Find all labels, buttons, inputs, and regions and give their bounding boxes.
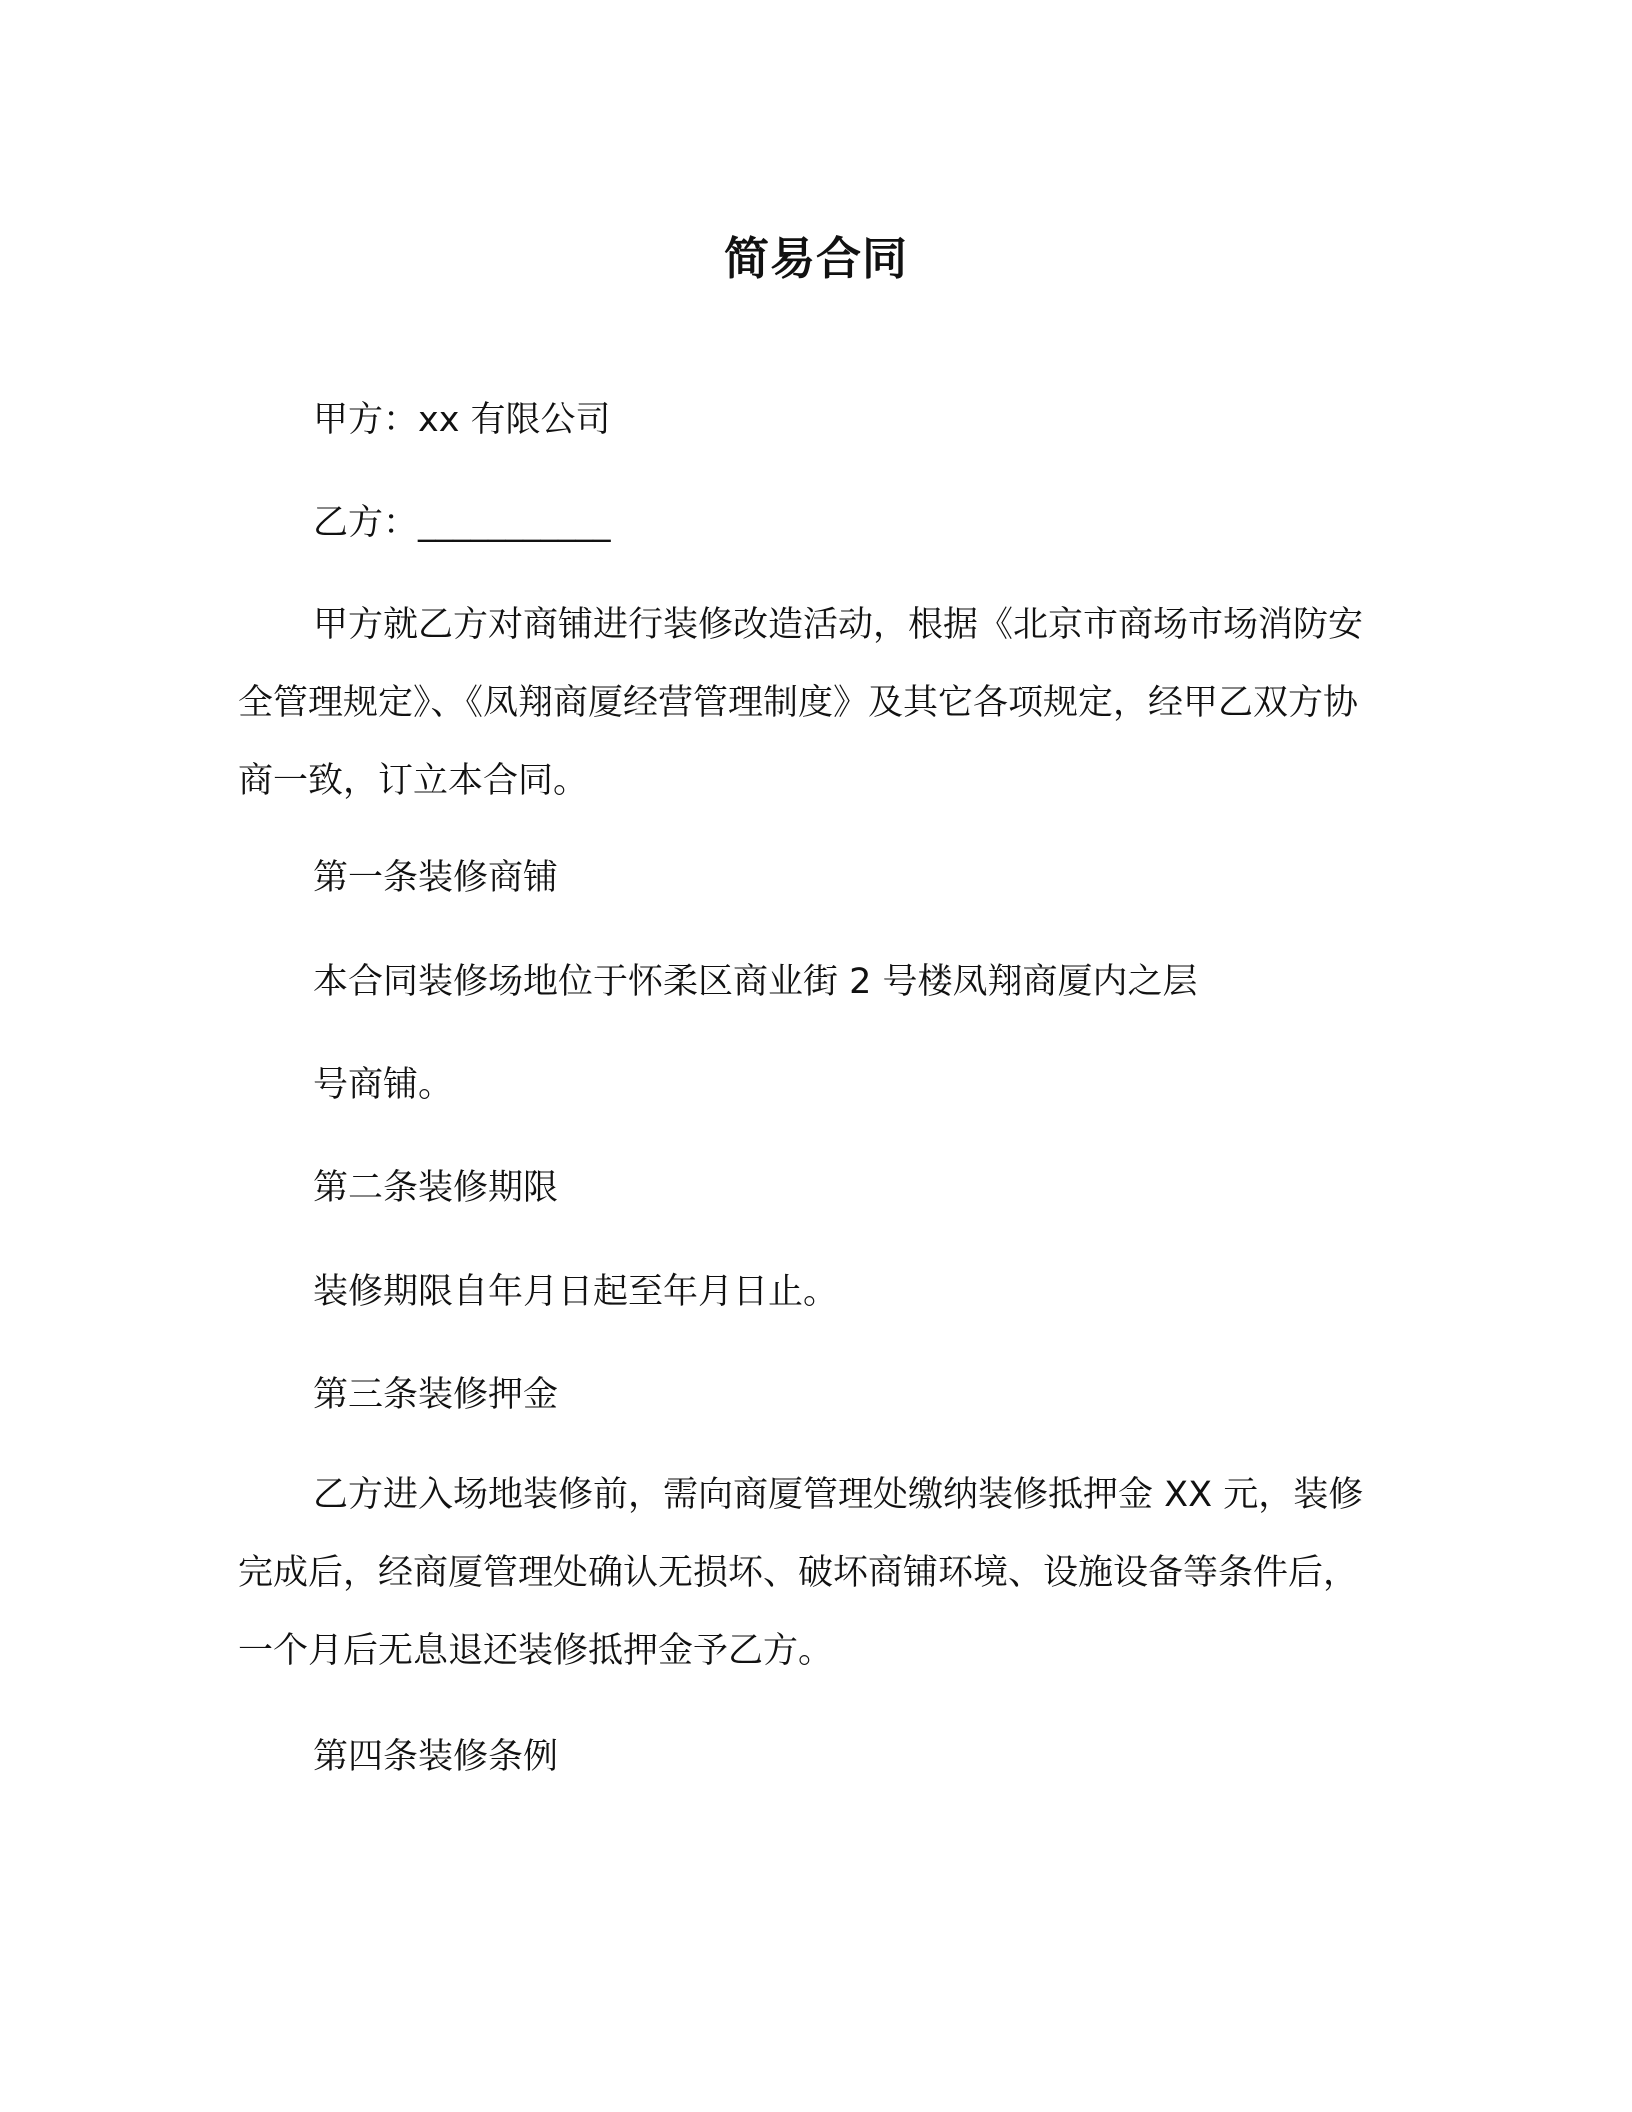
party-a: 甲方：xx 有限公司 xyxy=(313,400,611,440)
party-b: 乙方：___________ xyxy=(313,503,611,543)
article-3-heading: 第三条装修押金 xyxy=(313,1375,559,1415)
article-1-heading: 第一条装修商铺 xyxy=(313,858,559,898)
article-3-text: 乙方进入场地装修前，需向商厦管理处缴纳装修抵押金 XX 元，装修完成后，经商厦管理处确认无损坏、破坏商铺环境、设施设备等条件后，一个月后无息退还装修抵押金予乙方。 xyxy=(238,1475,1364,1671)
article-4-heading: 第四条装修条例 xyxy=(313,1737,559,1777)
document-title: 简易合同 xyxy=(723,232,908,285)
article-1-text-line-2: 号商铺。 xyxy=(313,1065,454,1105)
article-2-text: 装修期限自年月日起至年月日止。 xyxy=(313,1272,839,1312)
intro-paragraph: 甲方就乙方对商铺进行装修改造活动，根据《北京市商场市场消防安全管理规定》、《凤翔商厦经营管理制度》及其它各项规定，经甲乙双方协商一致，订立本合同。 xyxy=(238,605,1364,801)
article-2-heading: 第二条装修期限 xyxy=(313,1168,559,1208)
article-1-text-line-1: 本合同装修场地位于怀柔区商业街 2 号楼凤翔商厦内之层 xyxy=(313,962,1198,1002)
